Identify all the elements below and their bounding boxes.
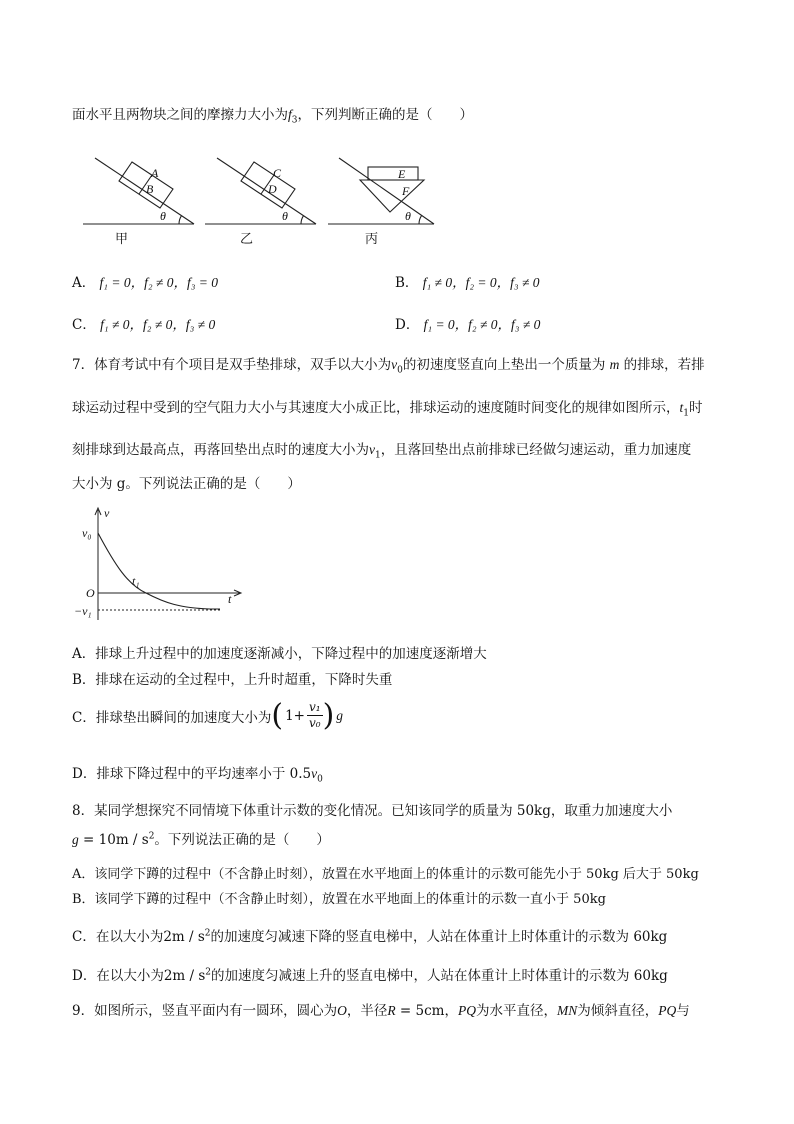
label-theta-jia: θ bbox=[160, 209, 166, 223]
incline-bing-slope bbox=[339, 158, 434, 224]
q7-line-2: 球运动过程中受到的空气阻力大小与其速度大小成正比，排球运动的速度随时间变化的规律如图所示，$t_1$时 bbox=[72, 400, 703, 419]
paren-expression: ( bbox=[271, 697, 284, 733]
label-a: A bbox=[151, 166, 159, 180]
label-t1: t₁ bbox=[132, 574, 140, 588]
q7-option-a: A．排球上升过程中的加速度逐渐减小，下降过程中的加速度逐渐增大 bbox=[72, 646, 487, 662]
q7-vt-graph bbox=[70, 505, 250, 625]
q7-line-3: 刻排球到达最高点，再落回垫出点时的速度大小为$v_1$，且落回垫出点前排球已经做匀速运动，重力加速度 bbox=[72, 442, 692, 461]
q6-option-c: C． f₁ ≠ 0，f₂ ≠ 0，f₃ ≠ 0 bbox=[72, 317, 216, 333]
velocity-curve bbox=[98, 533, 220, 609]
q7-line-1: 7．体育考试中有个项目是双手垫排球，双手以大小为$v_0$的初速度竖直向上垫出一个质量为 m 的排球，若排 bbox=[72, 357, 705, 376]
incline-yi-slope bbox=[217, 158, 316, 224]
q6-option-d: D． f₁ = 0，f₂ ≠ 0，f₃ ≠ 0 bbox=[395, 317, 541, 333]
label-e: E bbox=[398, 167, 406, 181]
label-f: F bbox=[402, 184, 410, 198]
label-theta-yi: θ bbox=[282, 209, 288, 223]
block-f bbox=[360, 180, 424, 212]
incline-jia-angle-arc bbox=[179, 216, 182, 224]
fraction bbox=[307, 700, 323, 731]
q6-intro: 面水平且两物块之间的摩擦力大小为$f_3$，下列判断正确的是（ ） bbox=[72, 107, 473, 126]
incline-bing-angle-arc bbox=[419, 216, 422, 224]
caption-jia: 甲 bbox=[115, 231, 129, 246]
q6-option-a: A． f₁ = 0，f₂ ≠ 0，f₃ = 0 bbox=[72, 275, 219, 291]
label-theta-bing: θ bbox=[405, 209, 411, 223]
incline-yi-angle-arc bbox=[301, 216, 304, 224]
q9-line-1: 9．如图所示，竖直平面内有一圆环，圆心为O，半径R = 5cm，PQ为水平直径，MN为倾斜直径，PQ与 bbox=[72, 1003, 690, 1019]
label-neg-v1: −v₁ bbox=[74, 604, 92, 618]
label-v0: v₀ bbox=[82, 526, 92, 540]
q8-option-c: C．在以大小为$2m / s^2$的加速度匀减速下降的竖直电梯中，人站在体重计上时体重计的示数为 60kg bbox=[72, 928, 668, 945]
caption-bing: 丙 bbox=[365, 231, 379, 246]
q7-option-d: D．排球下降过程中的平均速率小于 $0.5v_0$ bbox=[72, 766, 323, 785]
q8-line-2: $g = 10m / s^2$。下列说法正确的是（ ） bbox=[72, 831, 330, 848]
label-t: t bbox=[228, 592, 232, 606]
fraction-denominator: v₀ bbox=[308, 716, 321, 730]
q6-option-b: B． f₁ ≠ 0，f₂ = 0，f₃ ≠ 0 bbox=[395, 275, 540, 291]
caption-yi: 乙 bbox=[240, 231, 254, 246]
label-origin: O bbox=[86, 586, 95, 600]
incline-jia-slope bbox=[95, 158, 194, 224]
paren-close: ) bbox=[322, 697, 335, 733]
q7-option-b: B．排球在运动的全过程中，上升时超重，下降时失重 bbox=[72, 672, 393, 688]
label-c: C bbox=[273, 166, 282, 180]
label-b: B bbox=[146, 182, 154, 196]
q8-option-a: A．该同学下蹲的过程中（不含静止时刻），放置在水平地面上的体重计的示数可能先小于 50kg 后大于 50kg bbox=[72, 867, 699, 882]
q7-line-4: 大小为 g。下列说法正确的是（ ） bbox=[72, 476, 301, 492]
q7-option-c: C．排球垫出瞬间的加速度大小为 ( 1+ $\frac{\text{v₁}}{\text{v₀}}$ ) g bbox=[72, 697, 344, 733]
q8-option-b: B．该同学下蹲的过程中（不含静止时刻），放置在水平地面上的体重计的示数一直小于 50kg bbox=[72, 892, 606, 907]
one-plus: 1+ bbox=[285, 707, 305, 724]
fraction-numerator: v₁ bbox=[308, 700, 321, 714]
q8-line-1: 8．某同学想探究不同情境下体重计示数的变化情况。已知该同学的质量为 50kg，取重力加速度大小 bbox=[72, 803, 673, 819]
block-e bbox=[368, 167, 418, 180]
label-d: D bbox=[268, 182, 277, 196]
q6-incline-figures bbox=[80, 150, 440, 250]
q8-option-d: D．在以大小为$2m / s^2$的加速度匀减速上升的竖直电梯中，人站在体重计上时体重计的示数为 60kg bbox=[72, 967, 668, 984]
label-v: v bbox=[104, 506, 110, 520]
